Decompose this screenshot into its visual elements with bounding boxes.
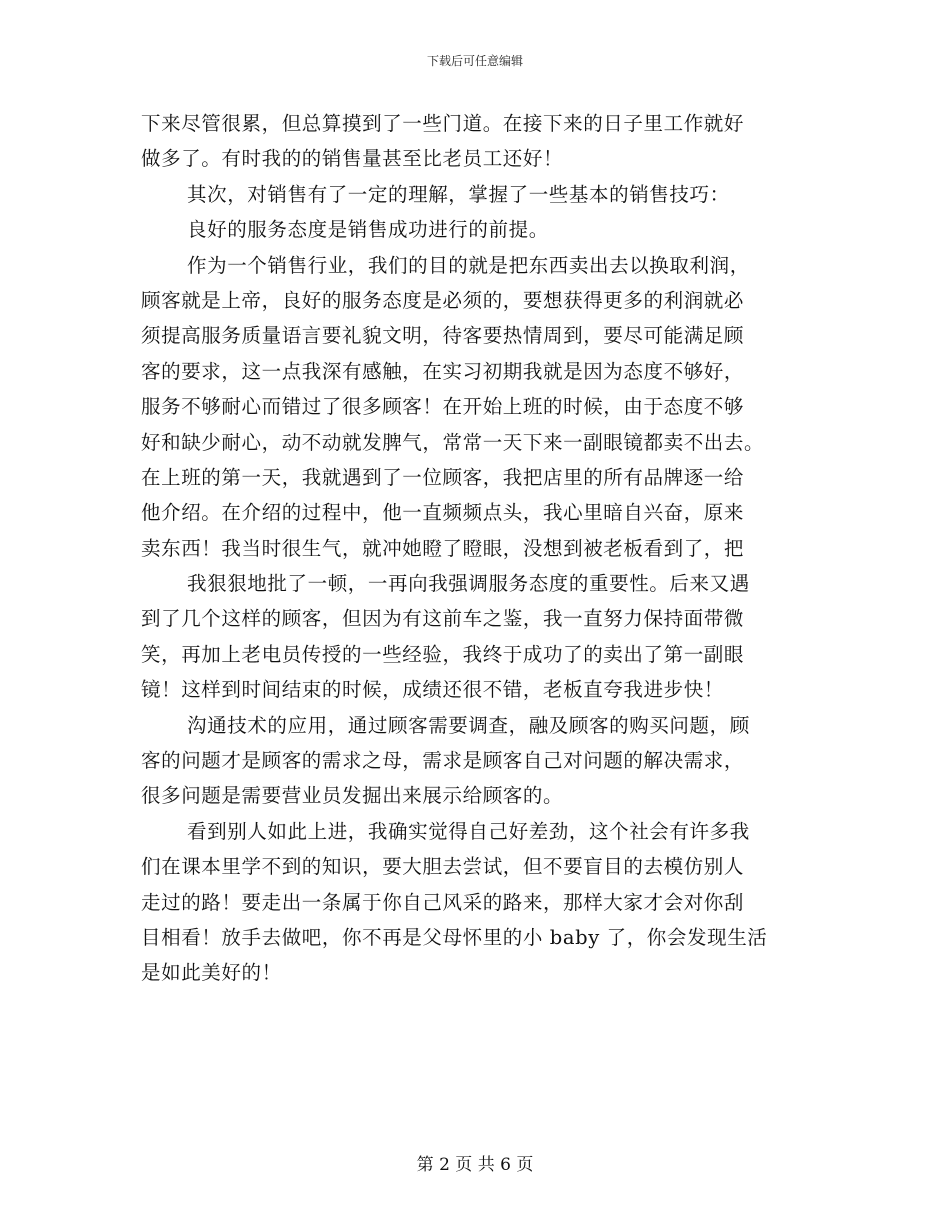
page-header: 下载后可任意编辑 bbox=[426, 54, 523, 68]
text-line: 在上班的第一天，我就遇到了一位顾客，我把店里的所有品牌逐一给 bbox=[141, 465, 745, 489]
text-line: 看到别人如此上进，我确实觉得自己好差劲，这个社会有许多我 bbox=[187, 819, 750, 843]
text-line: 须提高服务质量语言要礼貌文明，待客要热情周到，要尽可能满足顾 bbox=[141, 324, 745, 348]
text-line: 我狠狠地批了一顿，一再向我强调服务态度的重要性。后来又遇 bbox=[187, 572, 750, 596]
text-line: 是如此美好的！ bbox=[141, 961, 282, 985]
text-line: 沟通技术的应用，通过顾客需要调查，融及顾客的购买问题，顾 bbox=[187, 713, 750, 737]
text-line: 客的问题才是顾客的需求之母，需求是顾客自己对问题的解决需求， bbox=[141, 749, 745, 773]
text-line: 们在课本里学不到的知识，要大胆去尝试，但不要盲目的去模仿别人 bbox=[141, 855, 745, 879]
text-line: 好和缺少耐心，动不动就发脾气，常常一天下来一副眼镜都卖不出去。 bbox=[141, 430, 765, 454]
text-line: 走过的路！要走出一条属于你自己风采的路来，那样大家才会对你刮 bbox=[141, 890, 745, 914]
page-number-footer: 第 2 页 共 6 页 bbox=[416, 1155, 534, 1175]
text-line: 服务不够耐心而错过了很多顾客！在开始上班的时候，由于态度不够 bbox=[141, 395, 745, 419]
text-line: 很多问题是需要营业员发掘出来展示给顾客的。 bbox=[141, 784, 564, 808]
document-body bbox=[141, 106, 813, 991]
text-line: 到了几个这样的顾客，但因为有这前车之鉴，我一直努力保持面带微 bbox=[141, 607, 745, 631]
text-line: 他介绍。在介绍的过程中，他一直频频点头，我心里暗自兴奋，原来 bbox=[141, 501, 745, 525]
text-line: 笑，再加上老电员传授的一些经验，我终于成功了的卖出了第一副眼 bbox=[141, 642, 745, 666]
text-line: 客的要求，这一点我深有感触，在实习初期我就是因为态度不够好， bbox=[141, 359, 745, 383]
text-line: 作为一个销售行业，我们的目的就是把东西卖出去以换取利润， bbox=[187, 253, 750, 277]
text-line: 顾客就是上帝，良好的服务态度是必须的，要想获得更多的利润就必 bbox=[141, 288, 745, 312]
text-line: 镜！这样到时间结束的时候，成绩还很不错，老板直夸我进步快！ bbox=[141, 678, 724, 702]
text-line: 做多了。有时我的的销售量甚至比老员工还好！ bbox=[141, 147, 564, 171]
text-line: 其次，对销售有了一定的理解，掌握了一些基本的销售技巧： bbox=[187, 182, 730, 206]
text-line: 下来尽管很累，但总算摸到了一些门道。在接下来的日子里工作就好 bbox=[141, 112, 745, 135]
text-line: 目相看！放手去做吧，你不再是父母怀里的小 baby 了，你会发现生活 bbox=[141, 925, 768, 949]
text-line: 良好的服务态度是销售成功进行的前提。 bbox=[187, 218, 549, 242]
text-line: 卖东西！我当时很生气，就冲她瞪了瞪眼，没想到被老板看到了，把 bbox=[141, 536, 745, 560]
